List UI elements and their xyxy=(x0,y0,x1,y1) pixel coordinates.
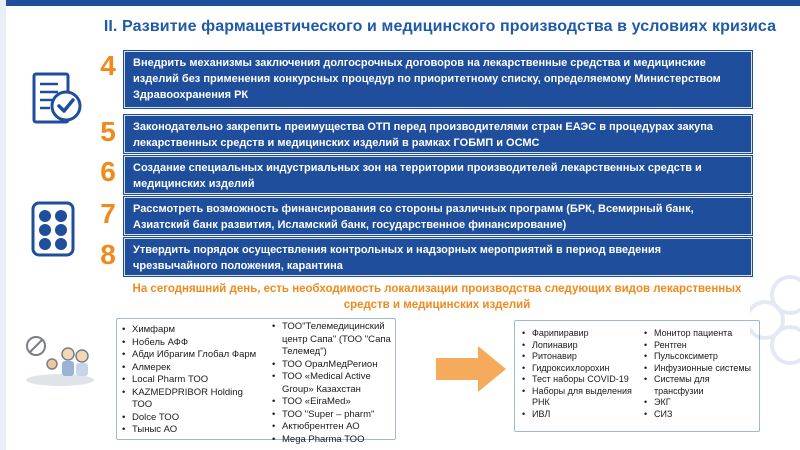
list-item: • Тыныс АО xyxy=(122,424,264,437)
list-item: • Нобель АФФ xyxy=(122,337,264,350)
measure-bar-8: Утвердить порядок осуществления контрольных и надзорных мероприятий в период введения чрезвычайного положения, карантина xyxy=(124,238,752,276)
pill-blister-icon xyxy=(30,200,76,263)
measure-bar-5: Законодательно закрепить преимущества ОТП перед производителями стран ЕАЭС в процедурах закупа лекарственных средств и медицинских изделий в рамках ГОБМП и ОСМС xyxy=(124,115,752,153)
decorative-pattern xyxy=(750,265,800,390)
list-item: • Гидроксихлорохин xyxy=(522,363,636,375)
products-devices-list xyxy=(644,328,756,420)
measure-number-7: 7 xyxy=(100,198,116,229)
list-item: • Абди Ибрагим Глобал Фарм xyxy=(122,349,264,362)
right-arrow-icon xyxy=(436,346,506,397)
list-item: • Пульсоксиметр xyxy=(644,351,756,363)
producers-right-list xyxy=(272,321,394,446)
list-item: • Наборы для выделения РНК xyxy=(522,386,636,409)
localization-note: На сегодняшний день, есть необходимость локализации производства следующих видов лекарственных средств и медицинских изделий xyxy=(132,283,742,311)
measure-number-8: 8 xyxy=(100,239,116,270)
list-item: • ИВЛ xyxy=(522,409,636,421)
measure-bar-4: Внедрить механизмы заключения долгосрочных договоров на лекарственные средства и медицинские изделий без применения конкурсных процедур по приоритетному списку, определяемому Министерством Здравоохранения РК xyxy=(124,51,752,108)
slide-title: II. Развитие фармацевтического и медицинского производства в условиях кризиса xyxy=(103,18,777,35)
list-item: • Рентген xyxy=(644,340,756,352)
products-drugs-list xyxy=(522,328,636,420)
list-item: • Лопинавир xyxy=(522,340,636,352)
pills-people-icon xyxy=(20,328,100,393)
list-item: • ТОО"Телемедицинский центр Сапа" (ТОО "Сапа Телемед") xyxy=(272,321,394,359)
list-item: • Монитор пациента xyxy=(644,328,756,340)
list-item: • Mega Pharma ТОО xyxy=(272,434,394,447)
measure-number-4: 4 xyxy=(100,50,116,81)
list-item: • Химфарм xyxy=(122,324,264,337)
measure-bar-7: Рассмотреть возможность финансирования со стороны различных программ (БРК, Всемирный банк, Азиатский банк развития, Исламский банк, государственное финансирование) xyxy=(124,197,752,235)
list-item: • СИЗ xyxy=(644,409,756,421)
list-item: • Фарипиравир xyxy=(522,328,636,340)
list-item: • ТОО ОралМедРегион xyxy=(272,359,394,372)
list-item: • Тест наборы COVID-19 xyxy=(522,374,636,386)
top-stripe xyxy=(0,0,800,6)
list-item: • ТОО «EiraMed» xyxy=(272,396,394,409)
list-item: • Актюбрентген АО xyxy=(272,421,394,434)
producers-left-list xyxy=(122,324,264,437)
list-item: • Алмерек xyxy=(122,362,264,375)
list-item: • Ритонавир xyxy=(522,351,636,363)
list-item: • Local Pharm ТОО xyxy=(122,374,264,387)
list-item: • Системы для трансфузии xyxy=(644,374,756,397)
list-item: • KAZMEDPRIBOR Holding ТОО xyxy=(122,387,264,412)
measure-bar-6: Создание специальных индустриальных зон на территории производителей лекарственных средств и медицинских изделий xyxy=(124,156,752,194)
document-check-icon xyxy=(28,68,86,137)
measure-number-6: 6 xyxy=(100,156,116,187)
measure-number-5: 5 xyxy=(100,116,116,147)
list-item: • ТОО "Super – pharm" xyxy=(272,409,394,422)
list-item: • Инфузионные системы xyxy=(644,363,756,375)
list-item: • ЭКГ xyxy=(644,397,756,409)
list-item: • ТОО «Medical Active Group» Казахстан xyxy=(272,371,394,396)
left-edge xyxy=(0,0,6,450)
list-item: • Dolce ТОО xyxy=(122,412,264,425)
